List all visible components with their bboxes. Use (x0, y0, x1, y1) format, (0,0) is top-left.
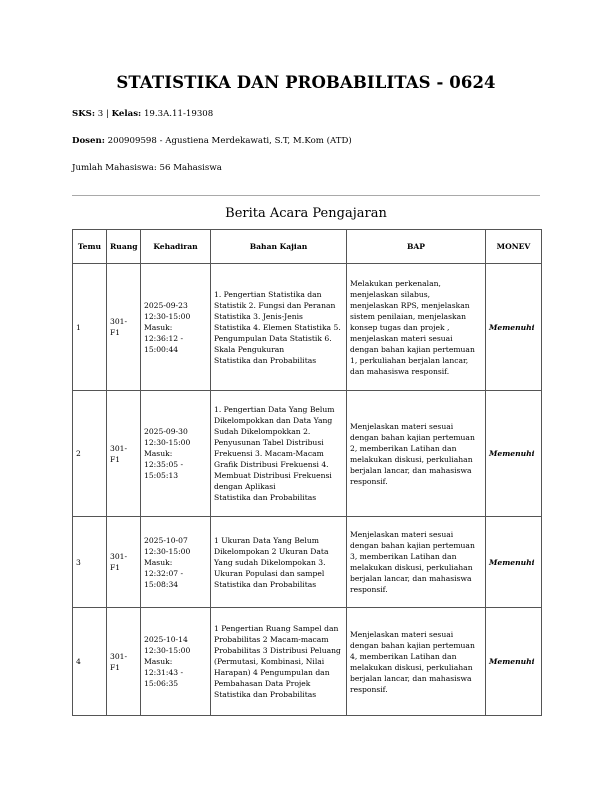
cell-temu: 3 (73, 517, 107, 608)
kelas-value: 19.3A.11-19308 (143, 109, 214, 119)
cell-bap: Menjelaskan materi sesuai dengan bahan kajian pertemuan 4, memberikan Latihan dan melakukan diskusi, perkuliahan berjalan lancar, dan mahasiswa responsif. (347, 608, 486, 716)
cell-kehadiran: 2025-10-14 12:30-15:00 Masuk: 12:31:43 - 15:06:35 (141, 608, 211, 716)
cell-ruang: 301- F1 (107, 517, 141, 608)
cell-bahan-kajian: 1. Pengertian Data Yang Belum Dikelompokkan dan Data Yang Sudah Dikelompokkan 2. Penyusunan Tabel Distribusi Frekuensi 3. Macam-Macam Grafik Distribusi Frekuensi 4. Membuat Distribusi Frekuensi dengan Aplikasi Statistika dan Probabilitas (211, 391, 347, 517)
jumlah-mahasiswa: Jumlah Mahasiswa: 56 Mahasiswa (72, 163, 222, 173)
divider (72, 195, 540, 196)
table-header-row (73, 230, 542, 264)
cell-bahan-kajian: 1 Pengertian Ruang Sampel dan Probabilitas 2 Macam-macam Probabilitas 3 Distribusi Peluang (Permutasi, Kombinasi, Nilai Harapan) 4 Pengumpulan dan Pembahasan Data Projek Statistika dan Probabilitas (211, 608, 347, 716)
cell-monev: Memenuhi (486, 264, 542, 391)
cell-monev: Memenuhi (486, 517, 542, 608)
table-row (73, 517, 542, 608)
cell-bap: Menjelaskan materi sesuai dengan bahan kajian pertemuan 3, memberikan Latihan dan melakukan diskusi, perkuliahan berjalan lancar, dan mahasiswa responsif. (347, 517, 486, 608)
kelas-label: Kelas: (111, 109, 142, 119)
dosen-label: Dosen: (72, 136, 105, 146)
cell-ruang: 301- F1 (107, 608, 141, 716)
header-temu: Temu (73, 230, 107, 264)
cell-kehadiran: 2025-10-07 12:30-15:00 Masuk: 12:32:07 - 15:08:34 (141, 517, 211, 608)
section-title: Berita Acara Pengajaran (225, 206, 387, 221)
table-row (73, 608, 542, 716)
header-bahan-kajian: Bahan Kajian (211, 230, 347, 264)
page-title: STATISTIKA DAN PROBABILITAS - 0624 (116, 73, 496, 92)
table-row (73, 391, 542, 517)
sks-value: 3 (97, 109, 104, 119)
separator: | (106, 109, 109, 119)
cell-temu: 2 (73, 391, 107, 517)
cell-ruang: 301- F1 (107, 391, 141, 517)
header-monev: MONEV (486, 230, 542, 264)
sks-kelas-line (72, 109, 213, 119)
cell-kehadiran: 2025-09-23 12:30-15:00 Masuk: 12:36:12 - 15:00:44 (141, 264, 211, 391)
bap-table (72, 229, 542, 716)
cell-temu: 4 (73, 608, 107, 716)
cell-monev: Memenuhi (486, 608, 542, 716)
cell-bap: Melakukan perkenalan, menjelaskan silabus, menjelaskan RPS, menjelaskan sistem penilaian, menjelaskan konsep tugas dan projek , menjelaskan materi sesuai dengan bahan kajian pertemuan 1, perkuliahan berjalan lancar, dan mahasiswa responsif. (347, 264, 486, 391)
dosen-line (72, 136, 352, 146)
cell-bap: Menjelaskan materi sesuai dengan bahan kajian pertemuan 2, memberikan Latihan dan melakukan diskusi, perkuliahan berjalan lancar, dan mahasiswa responsif. (347, 391, 486, 517)
cell-monev: Memenuhi (486, 391, 542, 517)
cell-bahan-kajian: 1 Ukuran Data Yang Belum Dikelompokan 2 Ukuran Data Yang sudah Dikelompokan 3. Ukuran Populasi dan sampel Statistika dan Probabilitas (211, 517, 347, 608)
cell-bahan-kajian: 1. Pengertian Statistika dan Statistik 2. Fungsi dan Peranan Statistika 3. Jenis-Jenis Statistika 4. Elemen Statistika 5. Pengumpulan Data Statistik 6. Skala Pengukuran Statistika dan Probabilitas (211, 264, 347, 391)
cell-temu: 1 (73, 264, 107, 391)
header-bap: BAP (347, 230, 486, 264)
table-row (73, 264, 542, 391)
dosen-value: 200909598 - Agustiena Merdekawati, S.T, M.Kom (ATD) (107, 136, 352, 146)
cell-ruang: 301- F1 (107, 264, 141, 391)
header-kehadiran: Kehadiran (141, 230, 211, 264)
cell-kehadiran: 2025-09-30 12:30-15:00 Masuk: 12:35:05 - 15:05:13 (141, 391, 211, 517)
header-ruang: Ruang (107, 230, 141, 264)
sks-label: SKS: (72, 109, 96, 119)
